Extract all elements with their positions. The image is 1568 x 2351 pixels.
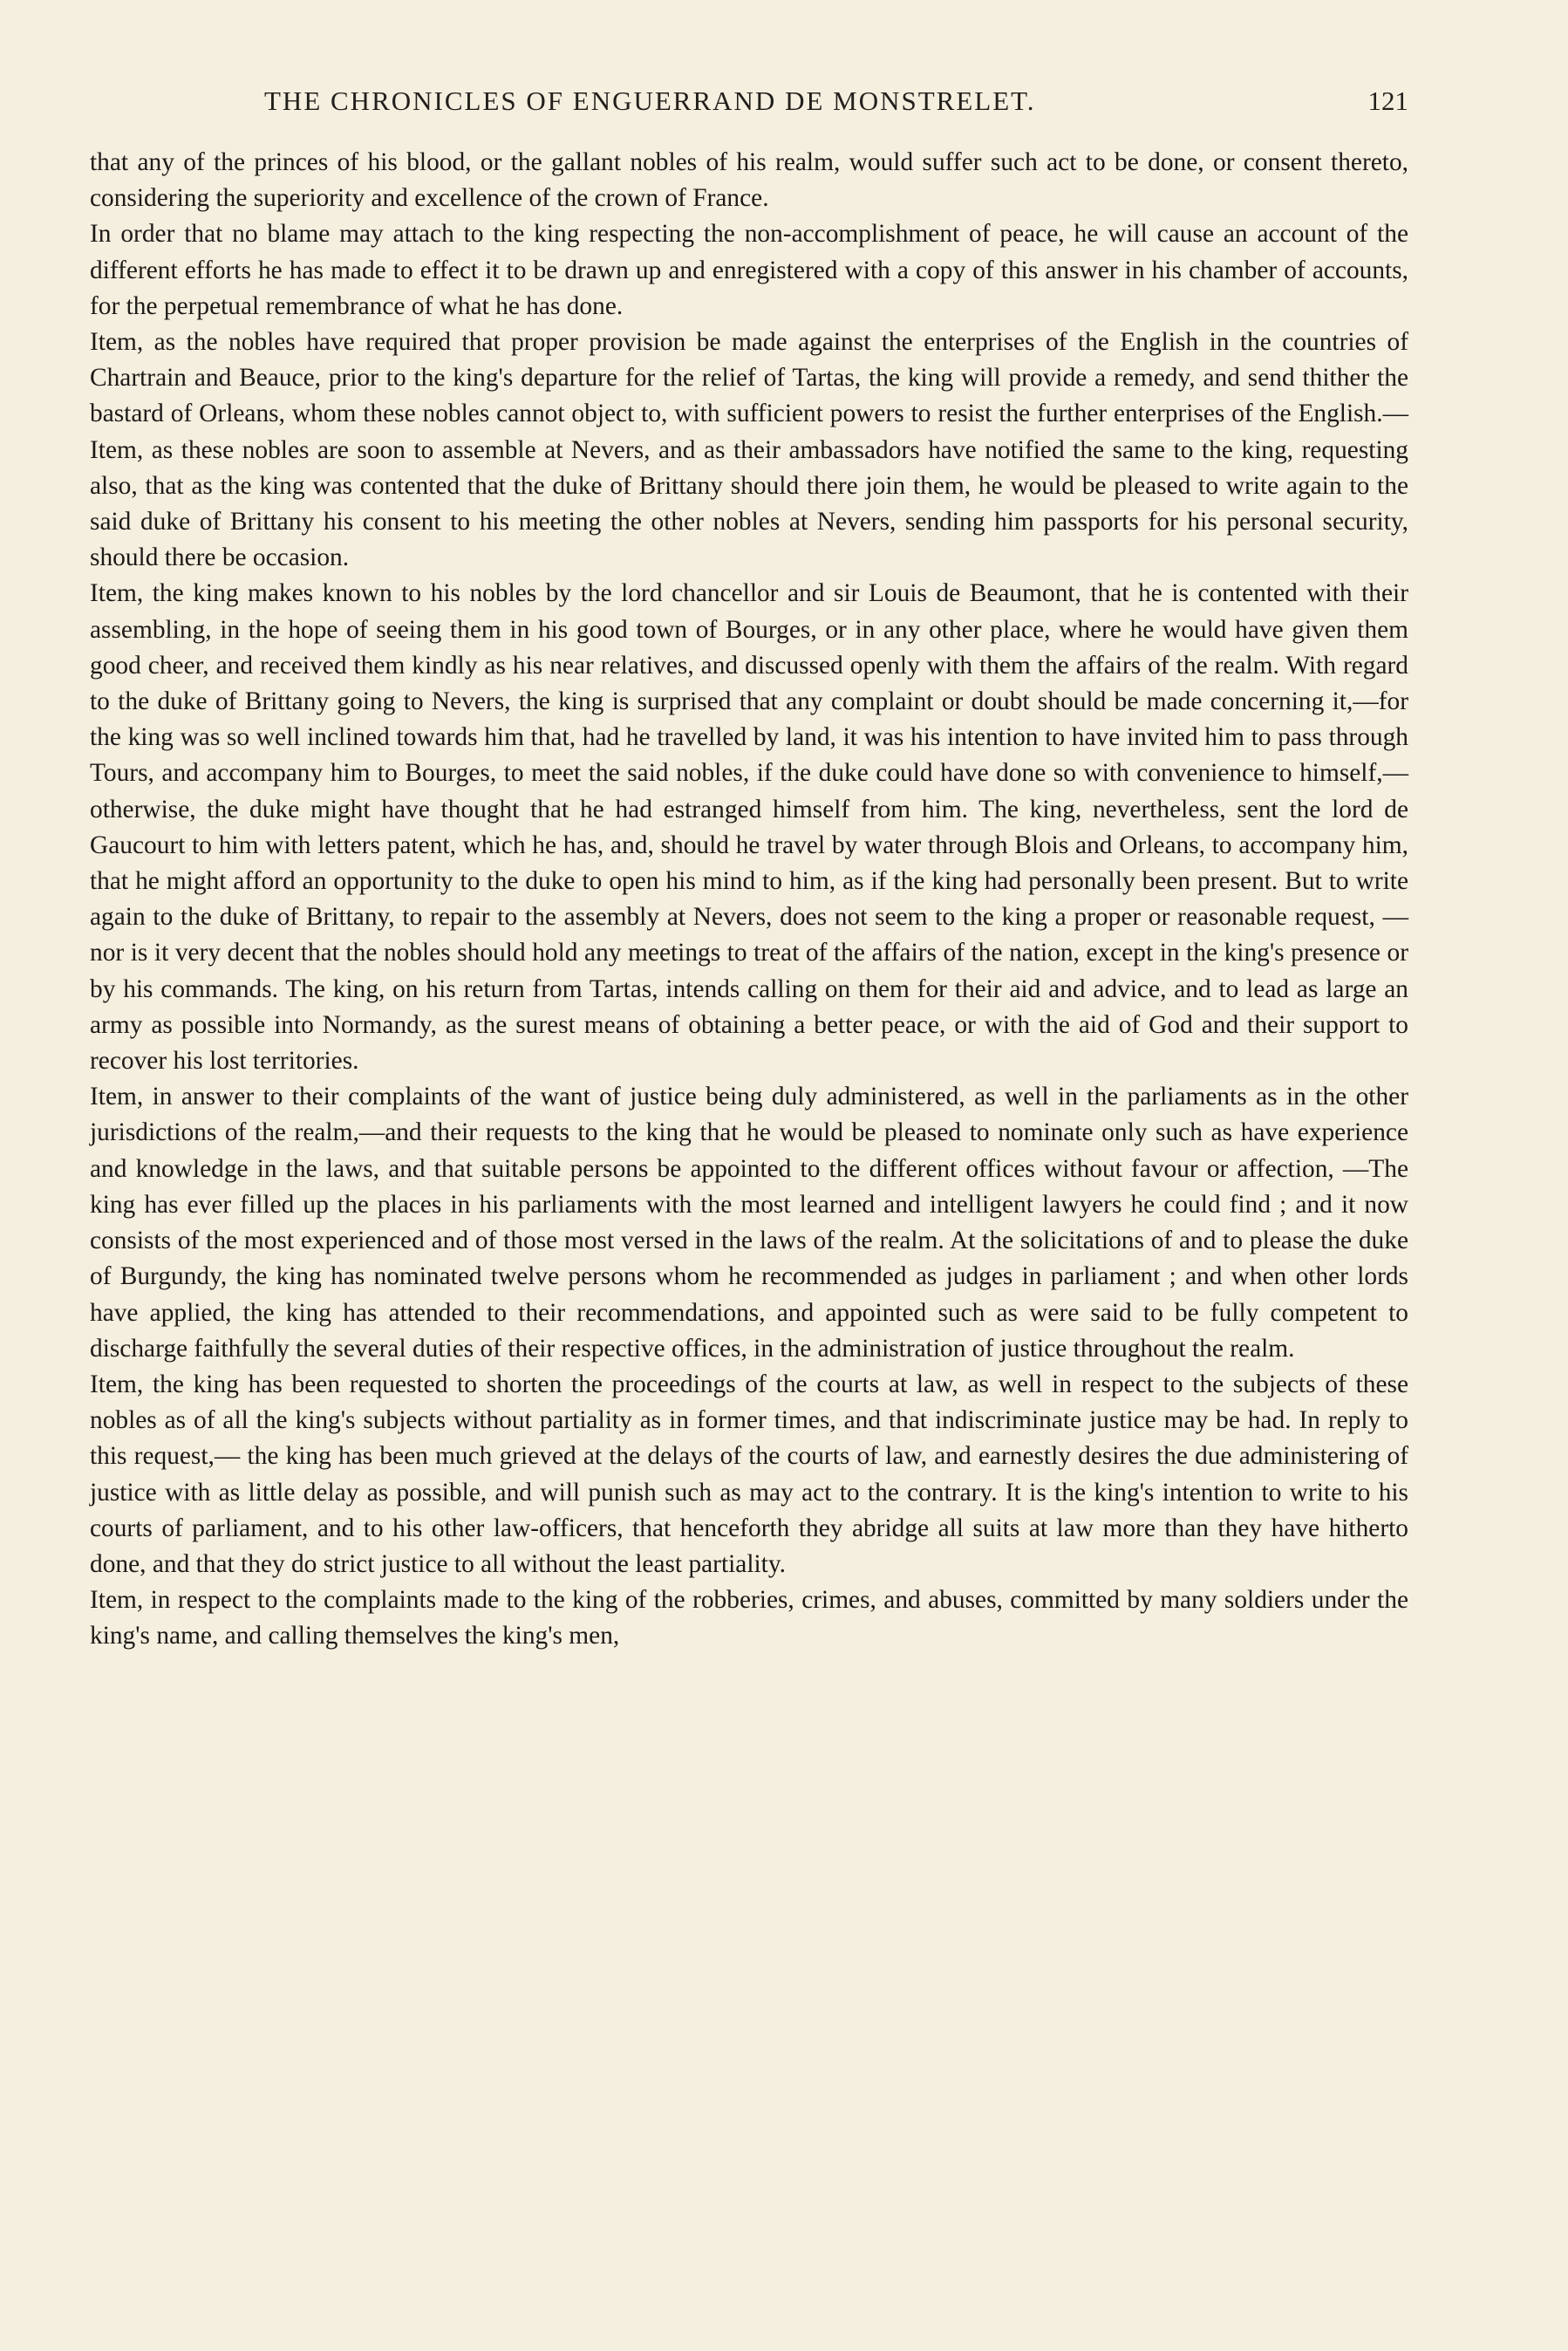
paragraph: Item, in respect to the complaints made to the king of the robberies, crimes, and abuses, committed by many soldiers under the king's name, and calling themselves the king's men, (90, 1586, 1408, 1650)
running-title: THE CHRONICLES OF ENGUERRAND DE MONSTRELET. (264, 85, 1036, 116)
paragraph: Item, the king has been requested to shorten the proceedings of the courts at law, as well in respect to the subjects of these nobles as of all the king's subjects without partiality as in former times, and that indiscriminate justice may be had. In reply to this request,— the king has been much grieved at the delays of the courts of law, and earnestly desires the due administering of justice with as little delay as possible, and will punish such as may act to the contrary. It is the king's intention to write to his courts of parliament, and to his other law-officers, that henceforth they abridge all suits at law more than they have hitherto done, and that they do strict justice to all without the least partiality. (90, 1370, 1408, 1578)
paragraph: Item, as the nobles have required that proper provision be made against the enterprises of the English in the countries of Chartrain and Beauce, prior to the king's departure for the relief of Tartas, the king will provide a remedy, and send thither the bastard of Orleans, whom these nobles cannot object to, with sufficient powers to resist the further enterprises of the English.—Item, as these nobles are soon to assemble at Nevers, and as their ambassadors have notified the same to the king, requesting also, that as the king was contented that the duke of Brittany should there join them, he would be pleased to write again to the said duke of Brittany his consent to his meeting the other nobles at Nevers, sending him passports for his personal security, should there be occasion. (90, 328, 1408, 572)
page-number: 121 (1367, 85, 1408, 116)
body-text (90, 145, 1408, 1655)
paragraph: In order that no blame may attach to the king respecting the non-accomplishment of peace, he will cause an account of the different efforts he has made to effect it to be drawn up and enregistered with a copy of this answer in his chamber of accounts, for the perpetual remembrance of what he has done. (90, 220, 1408, 320)
paragraph: Item, in answer to their complaints of the want of justice being duly administered, as well in the parliaments as in the other jurisdictions of the realm,—and their requests to the king that he would be pleased to nominate only such as have experience and knowledge in the laws, and that suitable persons be appointed to the different offices without favour or affection, —The king has ever filled up the places in his parliaments with the most learned and intelligent lawyers he could find ; and it now consists of the most experienced and of those most versed in the laws of the realm. At the solicitations of and to please the duke of Burgundy, the king has nominated twelve persons whom he recommended as judges in parliament ; and when other lords have applied, the king has attended to their recommendations, and appointed such as were said to be fully competent to discharge faithfully the several duties of their respective offices, in the administration of justice throughout the realm. (90, 1083, 1408, 1363)
paragraph: that any of the princes of his blood, or the gallant nobles of his realm, would suffer such act to be done, or consent thereto, considering the superiority and excellence of the crown of France. (90, 148, 1408, 213)
running-head (90, 84, 1408, 119)
paragraph: Item, the king makes known to his nobles by the lord chancellor and sir Louis de Beaumont, that he is contented with their assembling, in the hope of seeing them in his good town of Bourges, or in any other place, where he would have given them good cheer, and received them kindly as his near relatives, and discussed openly with them the affairs of the realm. With regard to the duke of Brittany going to Nevers, the king is surprised that any complaint or doubt should be made concerning it,—for the king was so well inclined towards him that, had he travelled by land, it was his intention to have invited him to pass through Tours, and accompany him to Bourges, to meet the said nobles, if the duke could have done so with convenience to himself,—otherwise, the duke might have thought that he had estranged himself from him. The king, nevertheless, sent the lord de Gaucourt to him with letters patent, which he has, and, should he travel by water through Blois and Orleans, to accompany him, that he might afford an opportunity to the duke to open his mind to him, as if the king had personally been present. But to write again to the duke of Brittany, to repair to the assembly at Nevers, does not seem to the king a proper or reasonable request, —nor is it very decent that the nobles should hold any meetings to treat of the affairs of the nation, except in the king's presence or by his commands. The king, on his return from Tartas, intends calling on them for their aid and advice, and to lead as large an army as possible into Normandy, as the surest means of obtaining a better peace, or with the aid of God and their support to recover his lost territories. (90, 579, 1408, 1076)
